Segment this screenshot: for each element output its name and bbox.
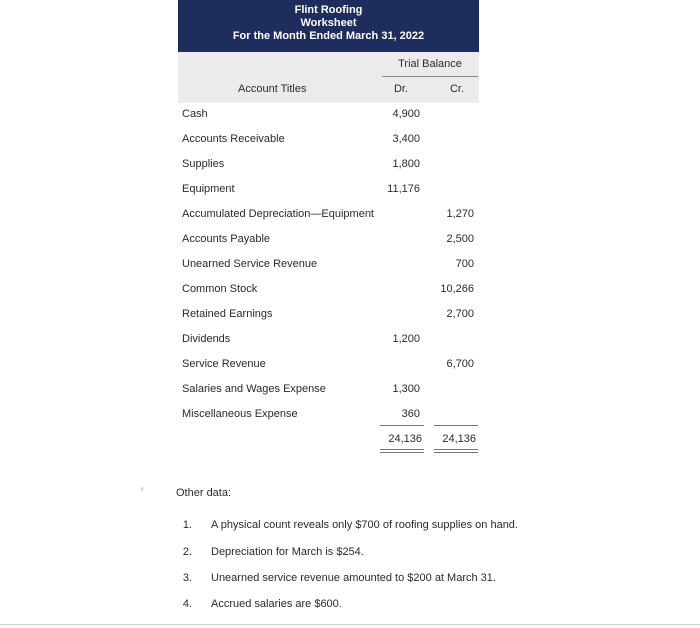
credit-value: 700: [455, 258, 474, 270]
account-name: Service Revenue: [182, 358, 266, 370]
debit-total-rule: [380, 425, 424, 426]
trial-balance-heading: Trial Balance: [398, 58, 462, 70]
credit-value: 6,700: [446, 358, 474, 370]
account-name: Salaries and Wages Expense: [182, 383, 326, 395]
debit-value: 11,176: [387, 183, 420, 195]
debit-double-rule: [380, 449, 424, 453]
account-name: Accumulated Depreciation—Equipment: [182, 208, 374, 220]
credit-value: 2,700: [446, 308, 474, 320]
credit-double-rule: [434, 449, 478, 453]
debit-value: 4,900: [392, 108, 420, 120]
account-name: Miscellaneous Expense: [182, 408, 298, 420]
bottom-divider: [0, 624, 700, 625]
credit-total-rule: [434, 425, 478, 426]
table-row: [0, 408, 700, 428]
table-row: [0, 283, 700, 303]
note-text: A physical count reveals only $700 of roofing supplies on hand.: [211, 519, 518, 531]
table-row: [0, 358, 700, 378]
note-text: Accrued salaries are $600.: [211, 598, 342, 610]
credit-value: 1,270: [446, 208, 474, 220]
table-row: [0, 308, 700, 328]
credit-value: 2,500: [446, 233, 474, 245]
credit-total: 24,136: [442, 433, 476, 445]
table-row: [0, 108, 700, 128]
account-name: Accounts Receivable: [182, 133, 285, 145]
margin-mark: ‹: [141, 484, 144, 493]
debit-value: 360: [401, 408, 420, 420]
account-name: Cash: [182, 108, 208, 120]
other-data-label: Other data:: [176, 487, 232, 499]
period-label: For the Month Ended March 31, 2022: [232, 30, 425, 42]
trial-balance-underline: [382, 76, 478, 77]
debit-value: 1,300: [392, 383, 420, 395]
account-titles-heading: Account Titles: [238, 83, 307, 95]
account-name: Unearned Service Revenue: [182, 258, 318, 270]
note-number: 3.: [182, 572, 192, 584]
table-row: [0, 183, 700, 203]
debit-value: 1,200: [392, 333, 420, 345]
table-row: [0, 158, 700, 178]
company-name: Flint Roofing: [294, 4, 363, 16]
account-name: Retained Earnings: [182, 308, 273, 320]
document-type: Worksheet: [300, 17, 357, 29]
note-number: 1.: [182, 519, 192, 531]
credit-heading: Cr.: [449, 83, 465, 95]
table-row: [0, 258, 700, 278]
account-name: Supplies: [182, 158, 225, 170]
credit-value: 10,266: [440, 283, 474, 295]
debit-total: 24,136: [388, 433, 422, 445]
account-name: Equipment: [182, 183, 235, 195]
note-text: Unearned service revenue amounted to $200 at March 31.: [211, 572, 496, 584]
table-row: [0, 233, 700, 253]
worksheet-header: [178, 0, 479, 52]
table-row: [0, 333, 700, 353]
note-number: 2.: [182, 546, 192, 558]
account-name: Dividends: [182, 333, 231, 345]
table-row: [0, 383, 700, 403]
note-text: Depreciation for March is $254.: [211, 546, 364, 558]
debit-heading: Dr.: [393, 83, 409, 95]
debit-value: 3,400: [392, 133, 420, 145]
table-row: [0, 133, 700, 153]
table-row: [0, 208, 700, 228]
debit-value: 1,800: [392, 158, 420, 170]
account-name: Common Stock: [182, 283, 258, 295]
note-number: 4.: [182, 598, 192, 610]
account-name: Accounts Payable: [182, 233, 271, 245]
